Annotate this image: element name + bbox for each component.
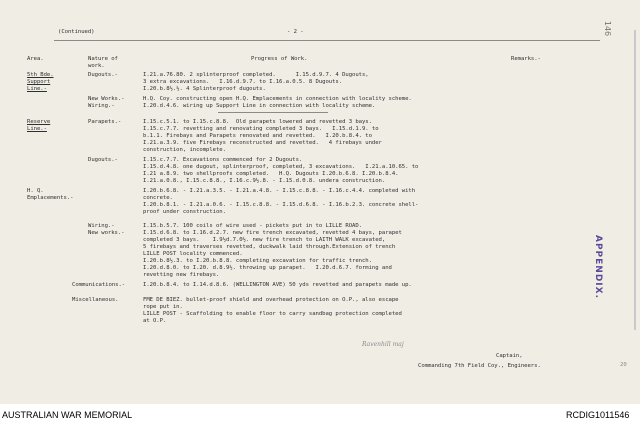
page-number: - 2 - <box>287 29 304 35</box>
page-edge-mark <box>634 30 636 330</box>
row-progress-text: I.15.c.7.7. Excavations commenced for 2 Dugouts. <box>143 157 303 163</box>
appendix-annotation: APPENDIX. <box>593 235 603 300</box>
handwritten-signature: Ravenhill maj <box>362 341 404 348</box>
row-progress-text: rope put in. <box>143 304 183 310</box>
folio-number: 146 <box>603 20 613 37</box>
footer-record-id: RCDIG1011546 <box>566 410 630 420</box>
row-progress-text: completed 3 bays. I.9½d.7.0½. new fire trench to LAITH WALK excavated, <box>143 237 386 243</box>
row-progress-text: I.21 a.8.9. two shellproofs completed. H.Q. Dugouts I.20.b.6.8. I.20.b.8.4. <box>143 171 399 177</box>
row-area-label: Line.- <box>27 126 47 132</box>
signature-rank: Captain, <box>496 353 523 359</box>
row-nature-label: Dugouts.- <box>88 72 118 78</box>
row-area-label: H. Q. <box>27 188 44 194</box>
row-progress-text: LILLE POST - Scaffolding to enable floor to carry sandbag protection completed <box>143 311 402 317</box>
row-progress-text: I.15.c.7.7. revetting and renovating completed 3 bays. I.15.d.1.9. to <box>143 126 379 132</box>
row-nature-label: Miscellaneous. <box>72 297 119 303</box>
row-progress-text: I.20.d.8.0. to I.20. d.8.9½. throwing up parapet. I.20.d.6.7. forming and <box>143 265 392 271</box>
row-progress-text: I.20.b.8.1. - I.21.a.0.6. - I.15.c.8.8. - I.15.d.6.8. - I.16.b.2.3. concrete shell- <box>143 202 419 208</box>
row-progress-text: proof under construction. <box>143 209 226 215</box>
column-header-remarks: Remarks.- <box>511 56 541 62</box>
header-rule <box>54 40 600 41</box>
row-nature-label: Parapets.- <box>88 119 122 125</box>
row-progress-text: I.20.b.6.8. - I.21.a.3.5. - I.21.a.4.8. - I.15.c.8.8. - I.16.c.4.4. completed with <box>143 188 416 194</box>
row-progress-text: construction, incomplete. <box>143 147 226 153</box>
row-progress-text: b.1.1. Firebays and Parapets renovated and revetted. I.20.b.8.4. to <box>143 133 372 139</box>
row-progress-text: I.21.a.3.9. five Firebays reconstructed and revetted. 4 firebays under <box>143 140 382 146</box>
row-area-label: Support <box>27 79 51 85</box>
continued-label: (Continued) <box>58 29 95 35</box>
column-header-nature-2: work. <box>88 63 105 69</box>
row-area-label: Emplacements.- <box>27 195 74 201</box>
row-progress-text: I.20.b.8½.3. to I.20.b.8.8. completing excavation for traffic trench. <box>143 258 372 264</box>
row-progress-text: 3 extra excavations. I.16.d.9.7. to I.16.a.0.5. 8 Dugouts. <box>143 79 343 85</box>
row-progress-text: I.21.a.76.80. 2 splinterproof completed. I.15.d.9.7. 4 Dugouts, <box>143 72 369 78</box>
column-header-progress: Progress of Work. <box>251 56 308 62</box>
row-progress-text: H.Q. Coy. constructing open H.Q. Emplacements in connection with locality scheme. <box>143 96 412 102</box>
row-nature-label: Dugouts.- <box>88 157 118 163</box>
column-header-area: Area. <box>27 56 44 62</box>
section-divider <box>218 112 328 113</box>
row-progress-text: 5 firebays and traverses revetted, duckwalk laid through.Extension of trench <box>143 244 396 250</box>
row-nature-label: New Works.- <box>88 96 125 102</box>
row-progress-text: I.20.b.8½.½. 4 Splinterproof dugouts. <box>143 86 266 92</box>
row-progress-text: I.20.b.8.4. to I.14.d.8.6. (WELLINGTON AVE) 50 yds revetted and parapets made up. <box>143 282 412 288</box>
row-area-label: Line.- <box>27 86 47 92</box>
row-area-label: 5th Bde. <box>27 72 54 78</box>
row-progress-text: I.15.b.5.7. 100 coils of wire used - pickets put in to LILLE ROAD. <box>143 223 362 229</box>
row-progress-text: concrete. <box>143 195 173 201</box>
column-header-nature: Nature of <box>88 56 118 62</box>
margin-mark: 20 <box>620 362 627 368</box>
row-nature-label: Wiring.- <box>88 103 115 109</box>
row-progress-text: I.15.d.6.8. to I.16.d.2.7. new fire trench excavated, revetted 4 bays, parapet <box>143 230 402 236</box>
row-progress-text: I.15.d.4.8. one dugout, splinterproof, completed, 3 excavations. I.21.a.10.65. to <box>143 164 419 170</box>
row-progress-text: I.21.a.0.8., I.15.c.8.8., I.16.c.9½.8. - I.15.d.0.8. undera construction. <box>143 178 386 184</box>
row-nature-label: Communications.- <box>72 282 126 288</box>
row-progress-text: I.20.d.4.6. wiring up Support Line in connection with locality scheme. <box>143 103 376 109</box>
signature-title: Commanding 7th Field Coy., Engineers. <box>418 363 541 369</box>
footer-archive-name: AUSTRALIAN WAR MEMORIAL <box>2 410 133 420</box>
row-progress-text: revetting new firebays. <box>143 272 220 278</box>
row-progress-text: I.15.c.5.1. to I.15.c.8.8. Old parapets lowered and revetted 3 bays. <box>143 119 372 125</box>
row-nature-label: New works.- <box>88 230 125 236</box>
row-progress-text: at O.P. <box>143 318 167 324</box>
row-progress-text: FME DE BIEZ. bullet-proof shield and overhead protection on O.P., also escape <box>143 297 399 303</box>
row-area-label: Reserve <box>27 119 51 125</box>
row-nature-label: Wiring.- <box>88 223 115 229</box>
row-progress-text: LILLE POST locality commenced. <box>143 251 243 257</box>
